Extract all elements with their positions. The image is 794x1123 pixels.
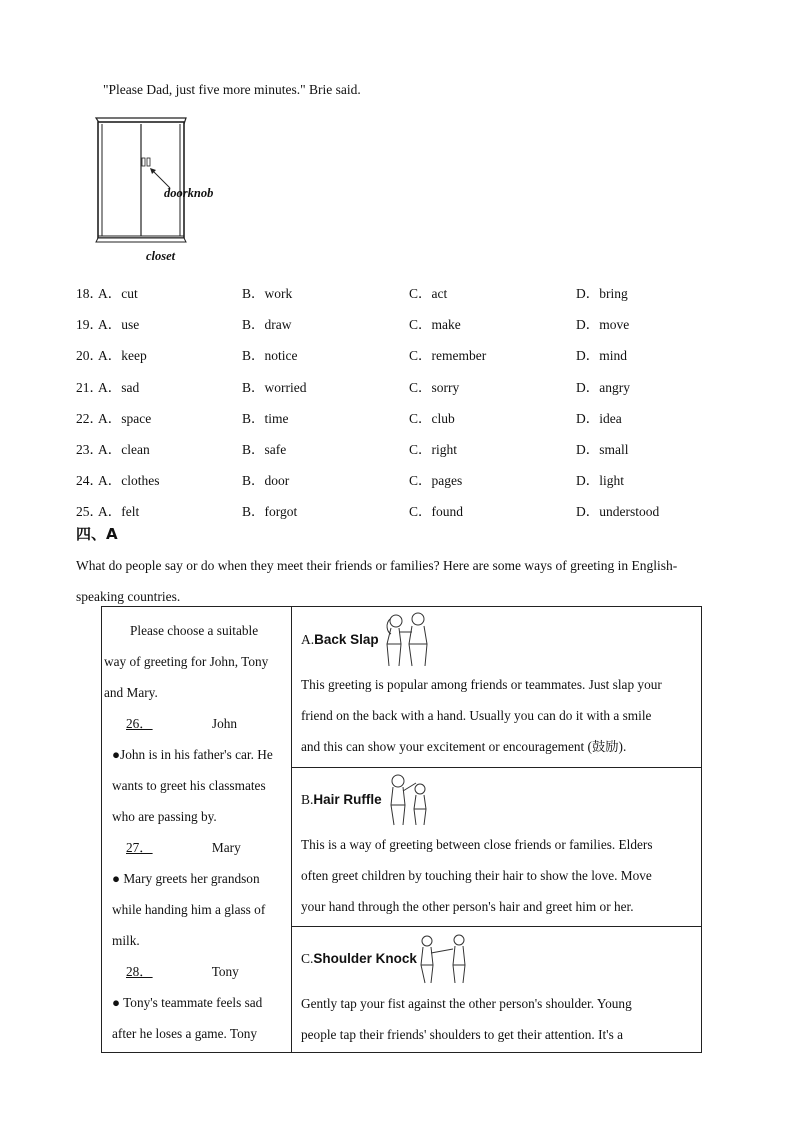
doorknob-label: doorknob bbox=[164, 186, 214, 200]
answer-blank: 26． bbox=[126, 716, 153, 731]
shoulder-knock-illustration bbox=[417, 931, 471, 985]
option-b: B．safe bbox=[242, 442, 287, 457]
question-number: 24． bbox=[76, 473, 103, 488]
option-b: B．door bbox=[242, 473, 290, 488]
option-a: A．use bbox=[98, 317, 140, 332]
option-b: B．forgot bbox=[242, 504, 298, 519]
greeting-description: Gently tap your fist against the other person's shoulder. Young people tap their friends' shoulders to get their attention. It's a bbox=[301, 996, 632, 1042]
answer-line-27 bbox=[102, 832, 291, 863]
option-d: D．idea bbox=[576, 411, 622, 426]
scenario-line: while handing him a glass of bbox=[112, 902, 266, 917]
scenario-line: ●John is in his father's car. He bbox=[112, 747, 273, 762]
option-c: C．found bbox=[409, 504, 463, 519]
greeting-title: B. Hair Ruffle bbox=[301, 769, 701, 829]
option-row bbox=[76, 407, 776, 427]
scenario-line: after he loses a game. Tony bbox=[112, 1026, 258, 1041]
back-slap-illustration bbox=[379, 610, 435, 668]
option-d: D．angry bbox=[576, 380, 630, 395]
question-number: 22． bbox=[76, 411, 103, 426]
greeting-name: Hair Ruffle bbox=[313, 791, 382, 807]
intro-line: speaking countries. bbox=[76, 589, 181, 604]
option-a: A．felt bbox=[98, 504, 140, 519]
row-divider bbox=[291, 926, 702, 927]
closet-caption: closet bbox=[146, 249, 176, 263]
person-name: Tony bbox=[211, 964, 239, 979]
option-a: A．clothes bbox=[98, 473, 160, 488]
greeting-table bbox=[101, 606, 702, 1053]
greeting-shoulder-knock bbox=[301, 928, 701, 1050]
answer-blank: 28． bbox=[126, 964, 153, 979]
option-c: C．club bbox=[409, 411, 455, 426]
column-divider bbox=[291, 607, 292, 1052]
option-c: C．right bbox=[409, 442, 458, 457]
section-title: 四、A bbox=[76, 525, 118, 543]
scenario-line: ● Mary greets her grandson bbox=[112, 871, 260, 886]
greeting-title: A. Back Slap bbox=[301, 609, 701, 669]
greeting-name: Back Slap bbox=[314, 631, 379, 647]
greeting-hair-ruffle bbox=[301, 769, 701, 922]
story-quote: "Please Dad, just five more minutes." Brie said. bbox=[103, 82, 361, 97]
instructions-column bbox=[102, 615, 291, 1049]
option-b: B．draw bbox=[242, 317, 292, 332]
scenario-line: who are passing by. bbox=[112, 809, 217, 824]
question-number: 25． bbox=[76, 504, 103, 519]
option-b: B．notice bbox=[242, 348, 298, 363]
hair-ruffle-illustration bbox=[382, 771, 438, 827]
person-name: John bbox=[211, 716, 238, 731]
option-row bbox=[76, 438, 776, 458]
greeting-title: C. Shoulder Knock bbox=[301, 928, 701, 988]
option-c: C．act bbox=[409, 286, 448, 301]
option-row bbox=[76, 344, 776, 364]
scenario-line: ● Tony's teammate feels sad bbox=[112, 995, 263, 1010]
option-c: C．remember bbox=[409, 348, 487, 363]
option-a: A．keep bbox=[98, 348, 147, 363]
option-row bbox=[76, 469, 776, 489]
answer-line-28 bbox=[102, 956, 291, 987]
option-row bbox=[76, 313, 776, 333]
answer-line-26 bbox=[102, 708, 291, 739]
option-row bbox=[76, 376, 776, 396]
option-d: D．move bbox=[576, 317, 630, 332]
row-divider bbox=[291, 767, 702, 768]
greeting-name: Shoulder Knock bbox=[313, 950, 417, 966]
greeting-description: This greeting is popular among friends or teammates. Just slap your friend on the back with a hand. Usually you can do it with a smile and this can show your excitement or encouragement (鼓励). bbox=[301, 677, 662, 754]
option-row bbox=[76, 282, 776, 302]
option-d: D．light bbox=[576, 473, 625, 488]
option-a: A．sad bbox=[98, 380, 140, 395]
instruction-line: way of greeting for John, Tony bbox=[104, 654, 269, 669]
option-d: D．small bbox=[576, 442, 629, 457]
question-number: 18． bbox=[76, 286, 103, 301]
option-b: B．worried bbox=[242, 380, 307, 395]
scenario-line: wants to greet his classmates bbox=[112, 778, 266, 793]
instruction-line: and Mary. bbox=[104, 685, 158, 700]
option-a: A．cut bbox=[98, 286, 138, 301]
option-d: D．understood bbox=[576, 504, 660, 519]
person-name: Mary bbox=[211, 840, 241, 855]
instruction-line: Please choose a suitable bbox=[130, 623, 259, 638]
scenario-line: milk. bbox=[112, 933, 140, 948]
intro-paragraph bbox=[76, 550, 736, 612]
option-d: D．mind bbox=[576, 348, 628, 363]
option-b: B．work bbox=[242, 286, 293, 301]
option-row bbox=[76, 500, 776, 520]
option-b: B．time bbox=[242, 411, 289, 426]
question-number: 21． bbox=[76, 380, 103, 395]
intro-line: What do people say or do when they meet their friends or families? Here are some ways of greeting in English- bbox=[76, 558, 678, 573]
option-a: A．space bbox=[98, 411, 152, 426]
option-c: C．sorry bbox=[409, 380, 460, 395]
question-number: 23． bbox=[76, 442, 103, 457]
option-c: C．make bbox=[409, 317, 461, 332]
option-c: C．pages bbox=[409, 473, 463, 488]
greeting-back-slap bbox=[301, 609, 701, 762]
option-a: A．clean bbox=[98, 442, 150, 457]
answer-blank: 27． bbox=[126, 840, 153, 855]
greeting-description: This is a way of greeting between close friends or families. Elders often greet children by touching their hair to show the love. Move your hand through the other person's hair and greet him or her. bbox=[301, 837, 653, 914]
question-number: 20． bbox=[76, 348, 103, 363]
question-number: 19． bbox=[76, 317, 103, 332]
option-d: D．bring bbox=[576, 286, 628, 301]
